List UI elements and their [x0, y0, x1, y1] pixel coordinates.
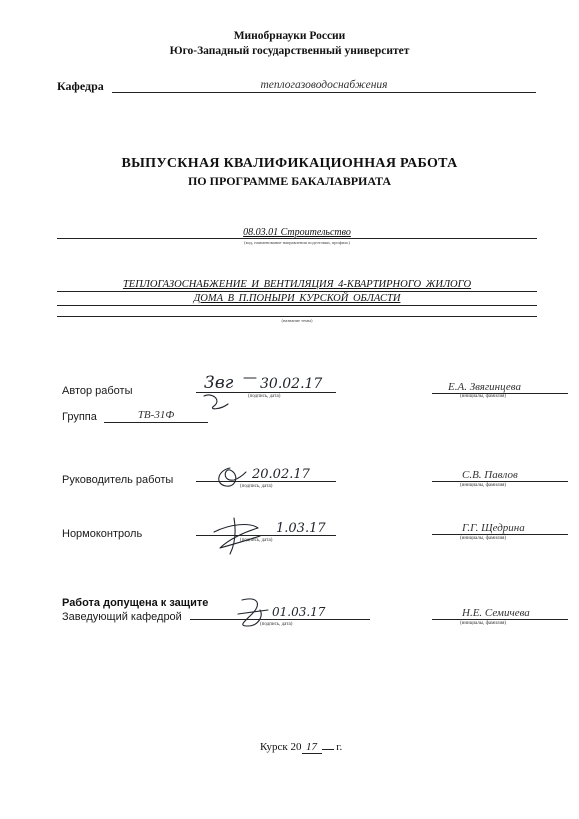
footer-suffix: г. [336, 741, 343, 753]
norm-control-name-caption: (инициалы, фамилия) [460, 536, 507, 541]
department-label: Кафедра [57, 79, 104, 93]
work-title-line1: ВЫПУСКНАЯ КВАЛИФИКАЦИОННАЯ РАБОТА [121, 156, 458, 171]
author-sign-date: 30.02.17 [260, 376, 323, 392]
supervisor-sign-caption: (подпись, дата) [240, 484, 273, 489]
author-sign-caption: (подпись, дата) [248, 394, 281, 399]
approval-label: Заведующий кафедрой [62, 611, 182, 623]
approval-signature [228, 590, 378, 634]
footer-city-year [260, 741, 342, 754]
program-code: 08.03.01 Строительство [243, 227, 351, 238]
supervisor-label: Руководитель работы [62, 474, 174, 486]
author-label: Автор работы [62, 385, 133, 397]
topic-line1: ТЕПЛОГАЗОСНАБЖЕНИЕ И ВЕНТИЛЯЦИЯ 4-КВАРТИРНОГО ЖИЛОГО [122, 279, 472, 290]
approval-sign-caption: (подпись, дата) [260, 622, 293, 627]
approval-name-caption: (инициалы, фамилия) [460, 621, 507, 626]
author-signature [198, 366, 348, 412]
norm-control-sign-caption: (подпись, дата) [240, 538, 273, 543]
topic-caption: (название темы) [281, 318, 313, 323]
ministry-name: Минобрнауки России [233, 30, 346, 42]
supervisor-name-line [432, 481, 568, 482]
norm-control-label: Нормоконтроль [62, 528, 143, 540]
topic-line1-underline [57, 291, 537, 292]
work-title-line2: ПО ПРОГРАММЕ БАКАЛАВРИАТА [187, 174, 392, 188]
topic-line2-underline [57, 305, 537, 306]
program-underline [57, 238, 537, 239]
author-name-caption: (инициалы, фамилия) [460, 394, 507, 399]
university-name: Юго-Западный государственный университет [169, 45, 410, 57]
norm-control-signature-stroke [214, 518, 260, 554]
topic-line2: ДОМА В П.ПОНЫРИ КУРСКОЙ ОБЛАСТИ [193, 293, 401, 304]
norm-control-name-line [432, 534, 568, 535]
approval-name: Н.Е. Семичева [462, 607, 530, 619]
norm-control-name: Г.Г. Щедрина [462, 522, 525, 534]
group-underline [104, 422, 208, 423]
approval-name-line [432, 619, 568, 620]
group-label: Группа [62, 411, 97, 423]
program-caption: (код, наименование направления подготовки, профиль) [244, 240, 350, 245]
footer-year-blank [322, 749, 334, 750]
approval-sign-date: 01.03.17 [272, 605, 326, 619]
supervisor-signature [210, 456, 340, 496]
approval-heading: Работа допущена к защите [62, 597, 209, 609]
department-name: теплогазоводоснабжения [260, 79, 388, 91]
supervisor-sign-date: 20.02.17 [252, 467, 310, 482]
footer-year: 17 [302, 741, 322, 754]
group-value: ТВ-31Ф [137, 409, 175, 421]
topic-line3-underline [57, 316, 537, 317]
author-name: Е.А. Звягинцева [448, 381, 521, 393]
supervisor-name: С.В. Павлов [462, 469, 518, 481]
department-underline [112, 92, 536, 93]
footer-city-prefix: Курск 20 [260, 741, 302, 753]
supervisor-name-caption: (инициалы, фамилия) [460, 483, 507, 488]
norm-control-sign-date: 1.03.17 [276, 521, 326, 536]
author-signature-mark: 3вг [204, 373, 234, 393]
norm-control-signature [200, 510, 360, 560]
author-signature-stroke [204, 395, 228, 409]
